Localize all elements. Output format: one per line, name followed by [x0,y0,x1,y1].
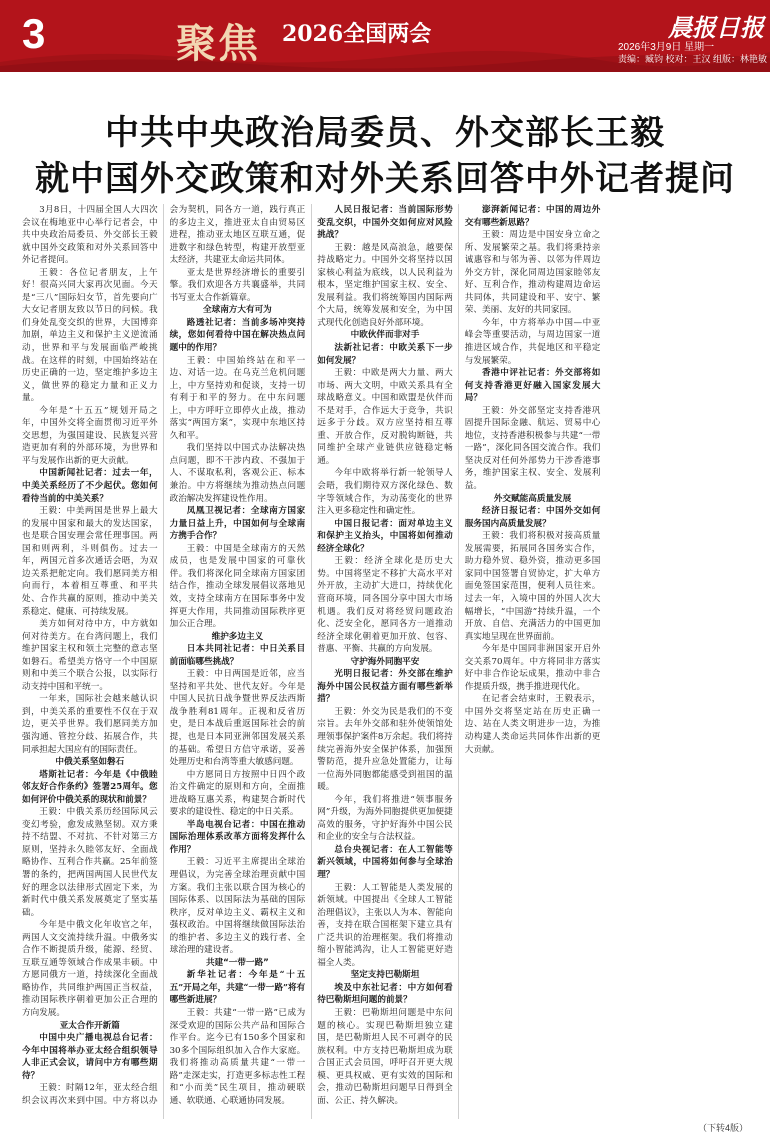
article-paragraph: 今年，中方将举办中国—中亚峰会等重要活动，与周边国家一道推进区域合作，共促地区和平稳定与发展繁荣。 [464,317,601,366]
reporter-question: 中国新闻社记者：过去一年，中美关系经历了不少起伏。您如何看待当前的中美关系？ [22,468,158,504]
article-paragraph: 亚太是世界经济增长的重要引擎。我们欢迎各方共襄盛举，共同书写亚太合作新篇章。 [169,267,306,303]
headline-line-1: 中共中央政治局委员、外交部长王毅 [105,113,665,153]
article-paragraph: 今年，我们将推进“领事服务网”升级，为海外同胞提供更加便捷高效的服务，守护好海外中国公民和企业的安全与合法权益。 [317,794,453,843]
article-paragraph: 今年中欧将举行新一轮领导人会晤，我们期待双方深化绿色、数字等领域合作，为动荡变化的世界注入更多稳定性和确定性。 [317,468,453,517]
article-paragraph: 王毅：巴勒斯坦问题是中东问题的核心。实现巴勒斯坦独立建国，是巴勒斯坦人民不可剥夺的民族权利。中方支持巴勒斯坦成为联合国正式会员国，呼吁召开更大规模、更具权威、更有实效的国际和会，推动巴勒斯坦问题早日得到全面、公正、持久解决。 [317,1008,453,1106]
reporter-question: 路透社记者：当前多场冲突持续，您如何看待中国在解决热点问题中的作用？ [169,317,306,354]
article-paragraph: 王毅：外交为民是我们的不变宗旨。去年外交部和驻外使领馆处理领事保护案件8万余起。我们将持续完善海外安全保护体系，加强预警防范，提升应急处置能力，让每一位海外同胞都能感受到祖国的温暖。 [317,706,453,793]
reporter-question: 新华社记者：今年是“十五五”开局之年，共建“一带一路”将有哪些新进展？ [169,970,306,1006]
headline-line-2: 就中国外交政策和对外关系回答中外记者提问 [35,159,735,199]
editors-credit: 责编：臧钧 校对：王汉 组版：林艳敏 [618,54,768,64]
article-paragraph: 中方愿同日方按照中日四个政治文件确定的原则和方向，全面推进战略互惠关系，构建契合新时代要求的建设性、稳定的中日关系。 [169,769,306,818]
reporter-question: 半岛电视台记者：中国在推动国际治理体系改革方面将发挥什么作用？ [169,819,306,855]
reporter-question: 凤凰卫视记者：全球南方国家力量日益上升，中国如何与全球南方携手合作？ [169,506,306,542]
reporter-question: 人民日报记者：当前国际形势变乱交织，中国外交如何应对风险挑战？ [317,205,453,241]
reporter-question: 中国中央广播电视总台记者：今年中国将举办亚太经合组织领导人非正式会议，请问中方有哪些期待？ [22,1033,158,1081]
article-paragraph: 今年是中俄文化年收官之年，两国人文交流持续升温。中俄务实合作不断提质升级，能源、经贸、互联互通等领域合作成果丰硕。中方愿同俄方一道，持续深化全面战略协作，共同维护两国正当权益，推动国际秩序朝着更加公正合理的方向发展。 [22,920,158,1018]
article-paragraph: 王毅：中美两国是世界上最大的发展中国家和最大的发达国家，也是联合国安理会常任理事国。两国和则两利，斗则俱伤。过去一年，两国元首多次通话会晤，为双边关系把舵定向。我们愿同美方相向而行，本着相互尊重、和平共处、合作共赢的原则，推动中美关系稳定、健康、可持续发展。 [22,506,158,617]
article-subheading: 全球南方大有可为 [203,305,272,316]
article-subheading: 守护海外同胞平安 [350,656,420,667]
page-number: 3 [22,10,46,57]
issue-date: 2026年3月9日 星期一 [618,42,715,53]
reporter-question: 经济日报记者：中国外交如何服务国内高质量发展？ [464,506,601,529]
article-paragraph: 王毅：习近平主席提出全球治理倡议，为完善全球治理贡献中国方案。我们主张以联合国为核心的国际体系、以国际法为基础的国际秩序，反对单边主义、霸权主义和强权政治。中国将继续做国际法治的维护者、多边主义的践行者、全球治理的建设者。 [169,857,306,956]
continued-note: （下转4版） [697,1123,748,1133]
article-paragraph: 今年是“十五五”规划开局之年，中国外交将全面贯彻习近平外交思想，为强国建设、民族复兴营造更加有利的外部环境，为世界和平与发展作出新的更大贡献。 [22,405,158,466]
article-subheading: 外交赋能高质量发展 [493,493,572,504]
article-paragraph: 王毅：中欧是两大力量、两大市场、两大文明，中欧关系具有全球战略意义。中国和欧盟是伙伴而不是对手，合作远大于竞争，共识远多于分歧。双方应坚持相互尊重、开放合作，反对脱钩断链，共同维护全球产业链供应链稳定畅通。 [317,368,453,466]
article-paragraph: 王毅：时隔12年，亚太经合组织会议再次来到中国。中方将以办会为契机，同各方一道，践行真正的多边主义，推进亚太自由贸易区进程，推动亚太地区互联互通，促进数字和绿色转型，构建开放型亚太经济，共建亚太命运共同体。 [22,205,306,1106]
article-paragraph: 美方如何对待中方，中方就如何对待美方。在台湾问题上，我们维护国家主权和领土完整的意志坚如磐石。希望美方恪守一个中国原则和中美三个联合公报，以实际行动支持中国和平统一。 [22,619,158,692]
article-subheading: 共建“一带一路” [205,957,269,968]
reporter-question: 法新社记者：中欧关系下一步如何发展？ [317,343,453,366]
article-paragraph: 王毅：共建“一带一路”已成为深受欢迎的国际公共产品和国际合作平台。迄今已有150多个国家和30多个国际组织加入合作大家庭。我们将推动高质量共建“一带一路”走深走实，打造更多标志性工程和“小而美”民生项目，推动硬联通、软联通、心联通协同发展。 [169,1008,306,1106]
article-paragraph: 王毅：经济全球化是历史大势。中国将坚定不移扩大高水平对外开放，主动扩大进口，持续优化营商环境，同各国分享中国大市场机遇。我们反对将经贸问题政治化、泛安全化，愿同各方一道推动经济全球化朝着更加开放、包容、普惠、平衡、共赢的方向发展。 [317,556,453,655]
article-paragraph: 王毅：我们将积极对接高质量发展需要，拓展同各国务实合作，助力稳外贸、稳外资，推动更多国家同中国签署自贸协定，扩大单方面免签国家范围，便利人员往来。过去一年，入境中国的外国人次大幅增长，“中国游”持续升温，一个开放、自信、充满活力的中国更加真实地呈现在世界面前。 [464,531,601,642]
article-paragraph: 在记者会结束时，王毅表示，中国外交将坚定站在历史正确一边、站在人类文明进步一边，为推动构建人类命运共同体作出新的更大贡献。 [464,694,601,755]
section-subtitle: 2026全国两会 [282,21,432,47]
article-paragraph: 王毅：外交部坚定支持香港巩固提升国际金融、航运、贸易中心地位，支持香港积极参与共建“一带一路”，深化同各国交流合作。我们坚决反对任何外部势力干涉香港事务，维护国家主权、安全、发展利益。 [464,405,601,492]
reporter-question: 塔斯社记者：今年是《中俄睦邻友好合作条约》签署25周年。您如何评价中俄关系的现状和前景？ [22,769,158,805]
article-subheading: 中欧伙伴而非对手 [350,330,420,341]
article-paragraph: 王毅：中俄关系历经国际风云变幻考验，愈发成熟坚韧。双方秉持不结盟、不对抗、不针对第三方原则，坚持永久睦邻友好、全面战略协作、互利合作共赢。25年前签署的条约，把两国两国人民世代友好的理念以法律形式固定下来，为新时代中俄关系发展奠定了坚实基础。 [22,807,158,918]
article-paragraph: 王毅：越是风高浪急，越要保持战略定力。中国外交将坚持以国家核心利益为底线，以人民利益为根本，坚定维护国家主权、安全、发展利益。我们将统筹国内国际两个大局，统筹发展和安全，为中国式现代化创造良好外部环境。 [317,242,453,328]
newspaper-logo: 晨报日报 [668,13,764,42]
article-body [22,204,748,1119]
article-paragraph: 今年是中国同非洲国家开启外交关系70周年。中方将同非方落实好中非合作论坛成果，推动中非合作提质升级，携手推进现代化。 [464,644,601,692]
article-paragraph: 一年来，国际社会越来越认识到，中美关系的重要性不仅在于双边，更关乎世界。我们愿同美方加强沟通、管控分歧、拓展合作，共同承担起大国应有的国际责任。 [22,694,158,755]
article-subheading: 坚定支持巴勒斯坦 [350,970,420,981]
article-paragraph: 王毅：周边是中国安身立命之所、发展繁荣之基。我们将秉持亲诚惠容和与邻为善、以邻为伴周边外交方针，深化同周边国家睦邻友好、互利合作，推动构建周边命运共同体，共同建设和平、安宁、繁荣、美丽、友好的共同家园。 [464,230,601,316]
headline-block [0,110,770,202]
article-paragraph: 我们坚持以中国式办法解决热点问题，即不干涉内政、不强加于人、不谋取私利，客观公正、标本兼治。中方将继续为推动热点问题政治解决发挥建设性作用。 [169,443,306,504]
article-subheading: 中俄关系坚如磐石 [55,757,125,768]
article-paragraph: 3月8日，十四届全国人大四次会议在梅地亚中心举行记者会，中共中央政治局委员、外交部长王毅就中国外交政策和对外关系回答中外记者提问。 [22,205,158,266]
article-paragraph: 王毅：中日两国是近邻，应当坚持和平共处、世代友好。今年是中国人民抗日战争暨世界反法西斯战争胜利81周年。正视和反省历史，是日本战后重返国际社会的前提，也是日本同亚洲邻国发展关系的基础。希望日方信守承诺，妥善处理历史和台湾等重大敏感问题。 [169,669,306,768]
reporter-question: 中国日报记者：面对单边主义和保护主义抬头，中国将如何推动经济全球化？ [317,518,453,554]
article-subheading: 维护多边主义 [211,631,264,642]
reporter-question: 埃及中东社记者：中方如何看待巴勒斯坦问题的前景？ [317,982,453,1006]
article-subheading: 亚太合作开新篇 [59,1020,120,1031]
section-title: 聚焦 [176,20,260,67]
article-paragraph: 王毅：人工智能是人类发展的新领域。中国提出《全球人工智能治理倡议》，主张以人为本、智能向善，支持在联合国框架下建立具有广泛共识的治理框架。我们将推动缩小智能鸿沟，让人工智能更好造福全人类。 [317,882,453,968]
article-paragraph: 王毅：各位记者朋友，上午好！很高兴同大家再次见面。今天是“三八”国际妇女节，首先要向广大女记者朋友致以节日的问候。我们身处乱变交织的世界，大国博弈加剧，单边主义和保护主义逆流涌动，世界和平与发展面临严峻挑战。在这样的时刻，中国始终站在历史正确的一边，坚定维护多边主义，做世界的稳定力量和正义力量。 [22,267,158,404]
article-paragraph: 王毅：中国是全球南方的天然成员，也是发展中国家的可靠伙伴。我们将深化同全球南方国家团结合作，推动全球发展倡议落地见效，支持全球南方在国际事务中发挥更大作用，共同推动国际秩序更加公正合理。 [169,543,306,630]
reporter-question: 总台央视记者：在人工智能等新兴领域，中国将如何参与全球治理？ [317,844,453,880]
reporter-question: 光明日报记者：外交部在维护海外中国公民权益方面有哪些新举措？ [317,669,453,705]
reporter-question: 澎湃新闻记者：中国的周边外交有哪些新思路？ [464,205,601,228]
article-paragraph: 王毅：中国始终站在和平一边、对话一边。在乌克兰危机问题上，中方坚持劝和促谈，支持一切有利于和平的努力。在中东问题上，中方呼吁立即停火止战，推动落实“两国方案”，实现中东地区持久和平。 [169,355,306,441]
page-banner [0,0,770,72]
reporter-question: 日本共同社记者：中日关系目前面临哪些挑战？ [169,644,306,667]
reporter-question: 香港中评社记者：外交部将如何支持香港更好融入国家发展大局？ [464,368,601,404]
